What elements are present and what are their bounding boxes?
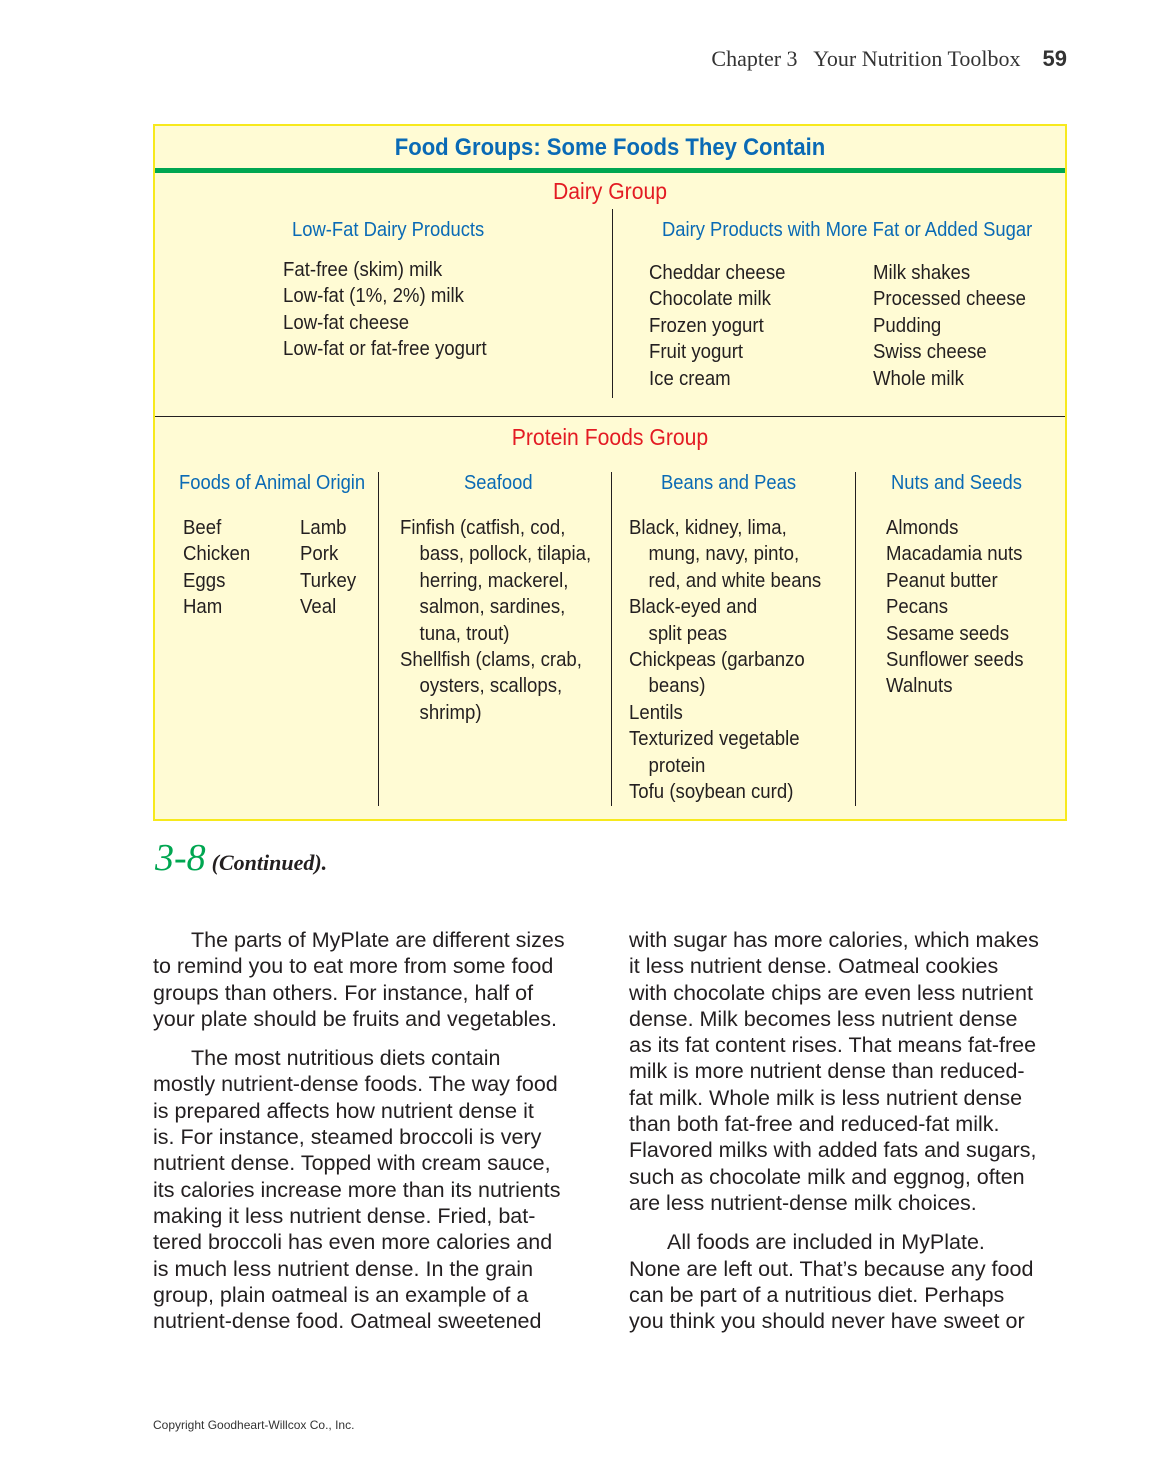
- more-fat-dairy-list-2: [873, 260, 1026, 392]
- beans-peas-list: [629, 515, 821, 805]
- low-fat-dairy-heading: Low-Fat Dairy Products: [292, 219, 485, 241]
- caption-text: (Continued).: [211, 850, 328, 875]
- column-divider: [612, 209, 613, 398]
- dairy-group-title: Dairy Group: [552, 178, 668, 204]
- figure-caption: [155, 836, 327, 880]
- list-item: Chocolate milk: [649, 288, 771, 311]
- list-line: tuna, trout): [419, 622, 510, 645]
- list-line: Lentils: [629, 701, 683, 724]
- text-line: making it less nutrient dense. Fried, bat-: [153, 1203, 536, 1228]
- text-line: The most nutritious diets contain: [191, 1046, 501, 1071]
- list-line: split peas: [648, 622, 728, 645]
- text-line: fat milk. Whole milk is less nutrient dense: [629, 1085, 1023, 1110]
- list-item: Veal: [300, 596, 337, 619]
- list-item: Beef: [183, 517, 222, 539]
- list-item: Walnuts: [886, 675, 953, 698]
- list-item: Low-fat cheese: [283, 311, 410, 334]
- text-line: it less nutrient dense. Oatmeal cookies: [629, 954, 999, 979]
- nuts-seeds-heading: Nuts and Seeds: [891, 472, 1022, 494]
- text-line: to remind you to eat more from some food: [153, 954, 554, 979]
- text-line: are less nutrient-dense milk choices.: [629, 1190, 977, 1215]
- list-line: protein: [648, 754, 706, 777]
- low-fat-dairy-list: [283, 257, 487, 363]
- paragraph: [153, 1045, 565, 1334]
- title-divider: [155, 168, 1065, 173]
- running-header: [711, 46, 1067, 72]
- list-item: Whole milk: [873, 367, 964, 390]
- body-column-left: [153, 927, 565, 1347]
- list-item: Pecans: [886, 596, 949, 619]
- list-item: Cheddar cheese: [649, 262, 786, 284]
- paragraph: [629, 927, 1039, 1216]
- chapter-title: Chapter 3 Your Nutrition Toolbox: [711, 46, 1021, 71]
- text-line: your plate should be fruits and vegetables.: [153, 1006, 557, 1031]
- column-divider: [378, 472, 379, 806]
- list-line: bass, pollock, tilapia,: [419, 543, 592, 566]
- list-line: Texturized vegetable: [629, 728, 800, 751]
- more-fat-dairy-heading: Dairy Products with More Fat or Added Sugar: [662, 219, 1033, 241]
- animal-list-1: [183, 515, 250, 621]
- list-item: Frozen yogurt: [649, 314, 764, 337]
- beans-peas-heading: Beans and Peas: [661, 472, 797, 494]
- list-item: Eggs: [183, 569, 226, 592]
- seafood-list: [400, 515, 591, 726]
- list-item: Almonds: [886, 517, 959, 539]
- text-line: than both fat-free and reduced-fat milk.: [629, 1112, 1000, 1137]
- text-line: is. For instance, steamed broccoli is very: [153, 1125, 542, 1150]
- list-item: Low-fat (1%, 2%) milk: [283, 285, 464, 308]
- list-line: oysters, scallops,: [419, 675, 563, 698]
- list-line: salmon, sardines,: [419, 596, 566, 619]
- list-item: Low-fat or fat-free yogurt: [283, 338, 487, 361]
- column-divider: [855, 472, 856, 806]
- figure-number: 3-8: [155, 837, 206, 879]
- list-item: Peanut butter: [886, 569, 998, 592]
- list-item: Turkey: [300, 569, 357, 592]
- text-line: dense. Milk becomes less nutrient dense: [629, 1006, 1018, 1031]
- text-line: Flavored milks with added fats and sugars,: [629, 1138, 1037, 1163]
- list-item: Pudding: [873, 314, 942, 337]
- list-line: beans): [648, 675, 706, 698]
- list-item: Fruit yogurt: [649, 341, 744, 364]
- copyright: Copyright Goodheart-Willcox Co., Inc.: [153, 1418, 355, 1432]
- list-line: Black-eyed and: [629, 596, 758, 619]
- list-line: Black, kidney, lima,: [629, 517, 787, 539]
- list-item: Sunflower seeds: [886, 649, 1024, 672]
- page-number: 59: [1042, 46, 1067, 71]
- animal-origin-heading: Foods of Animal Origin: [179, 472, 366, 494]
- list-item: Macadamia nuts: [886, 543, 1023, 566]
- text-line: milk is more nutrient dense than reduced-: [629, 1059, 1025, 1084]
- list-item: Processed cheese: [873, 288, 1027, 311]
- text-line: with sugar has more calories, which makes: [629, 928, 1039, 952]
- list-item: Fat-free (skim) milk: [283, 259, 443, 281]
- paragraph: [153, 927, 565, 1032]
- body-column-right: [629, 927, 1039, 1347]
- seafood-heading: Seafood: [464, 472, 533, 494]
- text-line: group, plain oatmeal is an example of a: [153, 1282, 529, 1307]
- section-divider: [155, 416, 1065, 417]
- list-line: Chickpeas (garbanzo: [629, 649, 805, 672]
- text-line: is prepared affects how nutrient dense it: [153, 1098, 534, 1123]
- text-line: you think you should never have sweet or: [629, 1309, 1025, 1334]
- nuts-seeds-list: [886, 515, 1024, 700]
- list-item: Sesame seeds: [886, 622, 1010, 645]
- more-fat-dairy-list-1: [649, 260, 786, 392]
- list-line: herring, mackerel,: [419, 569, 569, 592]
- text-line: nutrient dense. Topped with cream sauce,: [153, 1151, 551, 1176]
- text-line: such as chocolate milk and eggnog, often: [629, 1164, 1025, 1189]
- list-line: shrimp): [419, 701, 482, 724]
- text-line: All foods are included in MyPlate.: [667, 1230, 985, 1255]
- list-line: Finfish (catfish, cod,: [400, 517, 566, 539]
- paragraph: [629, 1229, 1039, 1334]
- text-line: as its fat content rises. That means fat-free: [629, 1033, 1037, 1058]
- text-line: nutrient-dense food. Oatmeal sweetened: [153, 1309, 542, 1334]
- list-line: mung, navy, pinto,: [648, 543, 800, 566]
- list-item: Pork: [300, 543, 339, 566]
- text-line: is much less nutrient dense. In the grain: [153, 1256, 534, 1281]
- list-item: Chicken: [183, 543, 251, 566]
- list-item: Swiss cheese: [873, 341, 987, 364]
- text-line: groups than others. For instance, half of: [153, 980, 534, 1005]
- protein-group-title: Protein Foods Group: [511, 424, 709, 450]
- list-line: Tofu (soybean curd): [629, 781, 794, 804]
- text-line: with chocolate chips are even less nutrient: [629, 980, 1033, 1005]
- list-item: Ice cream: [649, 367, 731, 390]
- food-groups-table: [153, 124, 1067, 821]
- text-line: can be part of a nutritious diet. Perhaps: [629, 1282, 1005, 1307]
- table-title: Food Groups: Some Foods They Contain: [394, 134, 826, 161]
- text-line: The parts of MyPlate are different sizes: [191, 928, 565, 952]
- animal-list-2: [300, 515, 356, 621]
- list-item: Milk shakes: [873, 262, 971, 284]
- text-line: None are left out. That’s because any food: [629, 1256, 1034, 1281]
- list-line: red, and white beans: [648, 569, 822, 592]
- column-divider: [611, 472, 612, 806]
- list-line: Shellfish (clams, crab,: [400, 649, 582, 672]
- text-line: mostly nutrient-dense foods. The way food: [153, 1072, 558, 1097]
- text-line: tered broccoli has even more calories and: [153, 1230, 553, 1255]
- text-line: its calories increase more than its nutrients: [153, 1177, 561, 1202]
- list-item: Lamb: [300, 517, 347, 539]
- list-item: Ham: [183, 596, 223, 619]
